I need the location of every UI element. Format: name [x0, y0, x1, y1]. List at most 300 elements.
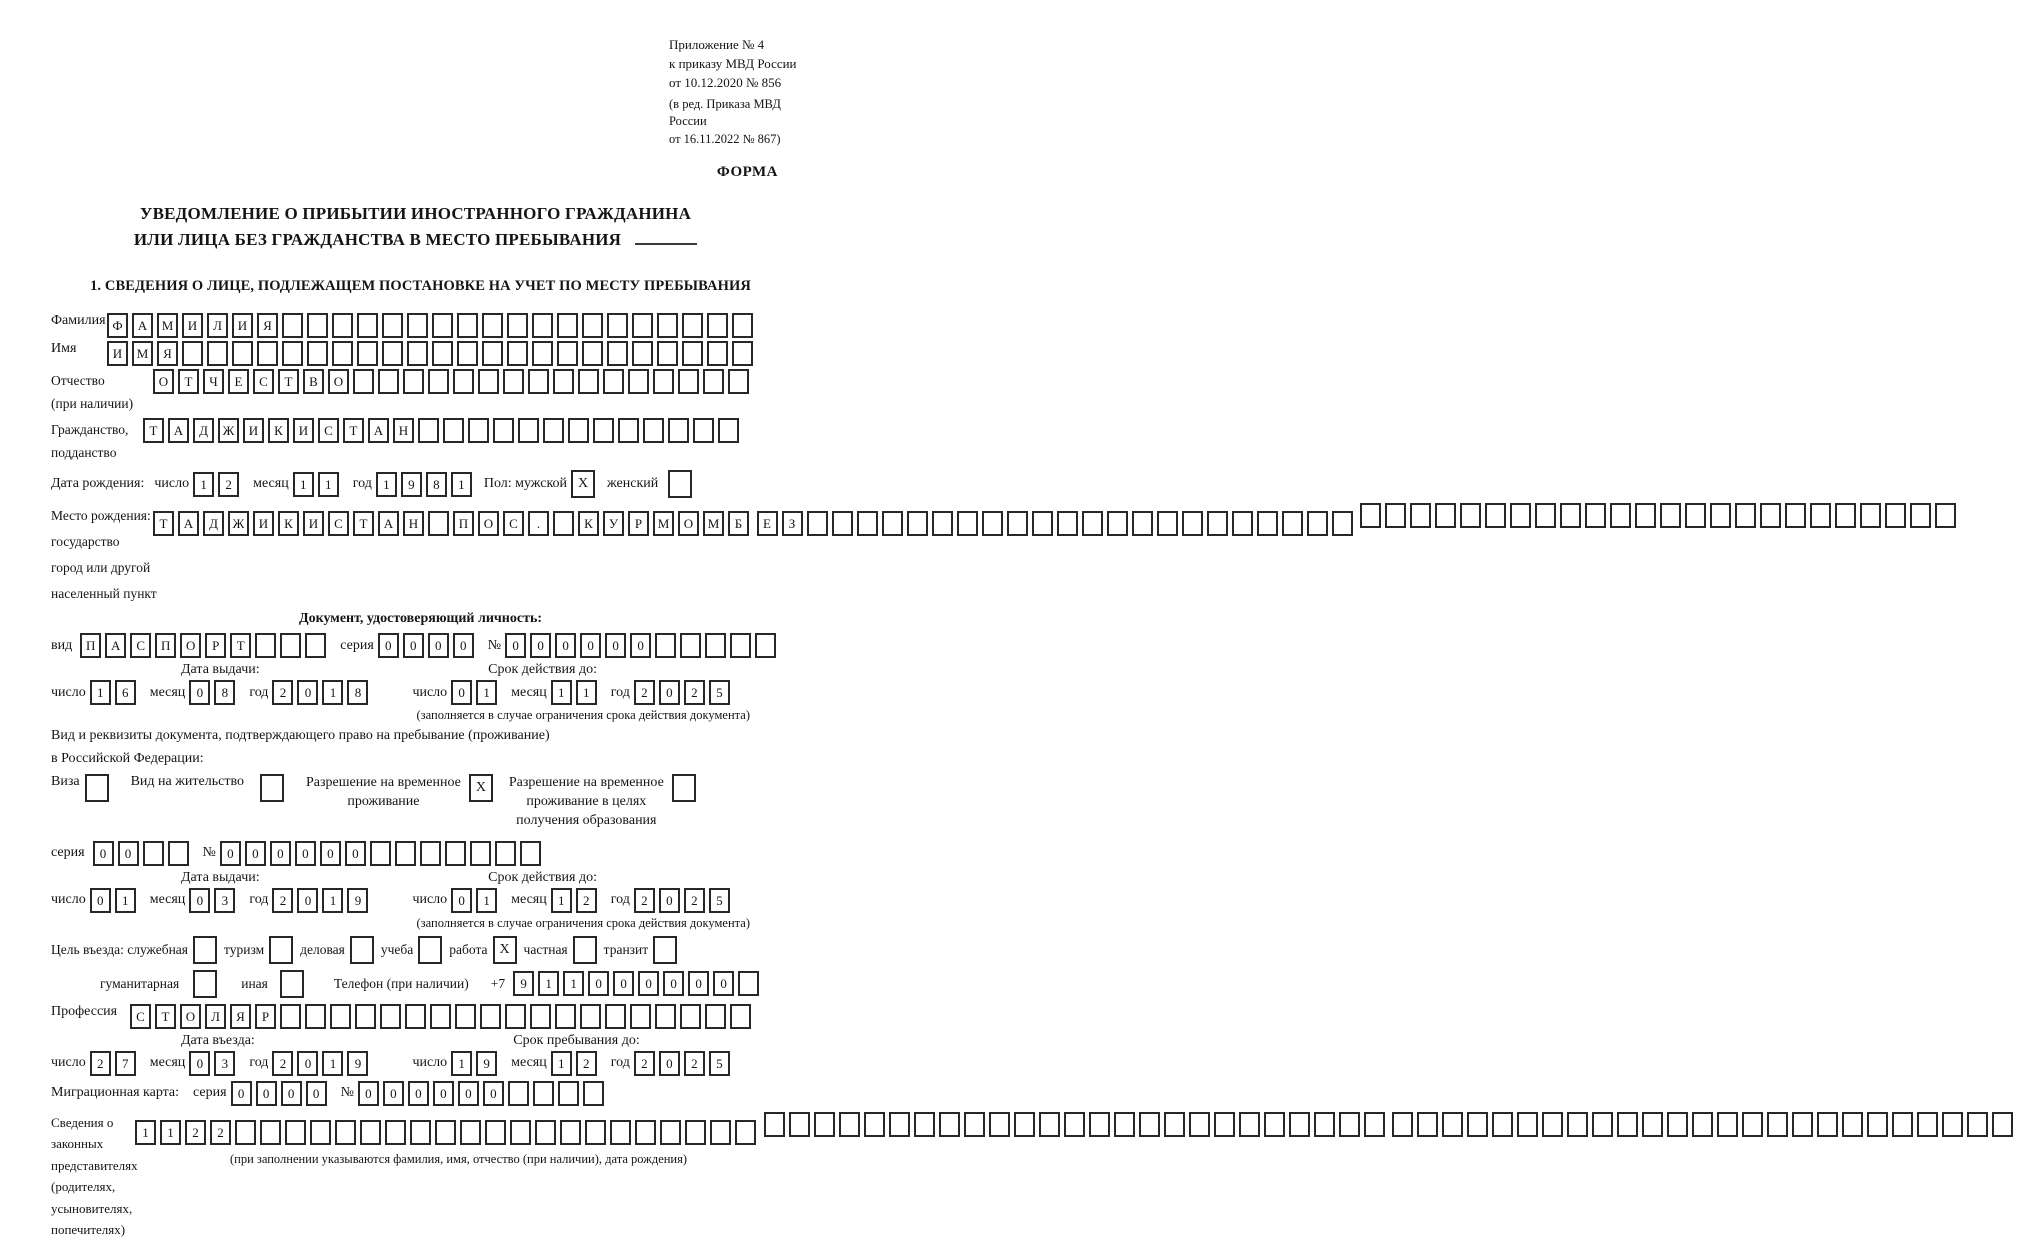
char-cell[interactable]: [1082, 511, 1103, 536]
char-cell[interactable]: 5: [709, 1051, 730, 1076]
purpose-transit-checkbox[interactable]: [653, 936, 677, 964]
char-cell[interactable]: [1735, 503, 1756, 528]
char-cell[interactable]: [964, 1112, 985, 1137]
char-cell[interactable]: [882, 511, 903, 536]
char-cell[interactable]: Р: [255, 1004, 276, 1029]
char-cell[interactable]: 0: [90, 888, 111, 913]
char-cell[interactable]: 0: [580, 633, 601, 658]
char-cell[interactable]: [682, 313, 703, 338]
char-cell[interactable]: [680, 633, 701, 658]
char-cell[interactable]: [207, 341, 228, 366]
char-cell[interactable]: [1239, 1112, 1260, 1137]
char-cell[interactable]: [1107, 511, 1128, 536]
char-cell[interactable]: [1339, 1112, 1360, 1137]
char-cell[interactable]: А: [368, 418, 389, 443]
char-cell[interactable]: [1810, 503, 1831, 528]
char-cell[interactable]: [405, 1004, 426, 1029]
char-cell[interactable]: [1692, 1112, 1713, 1137]
char-cell[interactable]: [468, 418, 489, 443]
char-cell[interactable]: [705, 1004, 726, 1029]
char-cell[interactable]: 1: [376, 472, 397, 497]
char-cell[interactable]: 2: [185, 1120, 206, 1145]
char-cell[interactable]: [485, 1120, 506, 1145]
char-cell[interactable]: 0: [638, 971, 659, 996]
char-cell[interactable]: [1860, 503, 1881, 528]
char-cell[interactable]: [932, 511, 953, 536]
char-cell[interactable]: [445, 841, 466, 866]
char-cell[interactable]: А: [168, 418, 189, 443]
char-cell[interactable]: Я: [230, 1004, 251, 1029]
char-cell[interactable]: [553, 369, 574, 394]
char-cell[interactable]: 0: [663, 971, 684, 996]
char-cell[interactable]: 0: [433, 1081, 454, 1106]
char-cell[interactable]: [703, 369, 724, 394]
char-cell[interactable]: [505, 1004, 526, 1029]
char-cell[interactable]: [382, 341, 403, 366]
char-cell[interactable]: [428, 369, 449, 394]
char-cell[interactable]: О: [153, 369, 174, 394]
edu-permit-checkbox[interactable]: [672, 774, 696, 802]
char-cell[interactable]: [1785, 503, 1806, 528]
char-cell[interactable]: [1742, 1112, 1763, 1137]
char-cell[interactable]: [628, 369, 649, 394]
char-cell[interactable]: С: [130, 633, 151, 658]
char-cell[interactable]: [678, 369, 699, 394]
char-cell[interactable]: 1: [476, 888, 497, 913]
char-cell[interactable]: 9: [513, 971, 534, 996]
char-cell[interactable]: [582, 313, 603, 338]
char-cell[interactable]: [1560, 503, 1581, 528]
char-cell[interactable]: 0: [245, 841, 266, 866]
char-cell[interactable]: [632, 313, 653, 338]
char-cell[interactable]: 0: [297, 888, 318, 913]
char-cell[interactable]: [432, 313, 453, 338]
char-cell[interactable]: [1885, 503, 1906, 528]
char-cell[interactable]: 2: [684, 680, 705, 705]
char-cell[interactable]: Л: [207, 313, 228, 338]
char-cell[interactable]: [982, 511, 1003, 536]
char-cell[interactable]: К: [268, 418, 289, 443]
char-cell[interactable]: 0: [118, 841, 139, 866]
char-cell[interactable]: 1: [193, 472, 214, 497]
char-cell[interactable]: 0: [295, 841, 316, 866]
char-cell[interactable]: [1307, 511, 1328, 536]
char-cell[interactable]: Ж: [218, 418, 239, 443]
char-cell[interactable]: 0: [451, 888, 472, 913]
char-cell[interactable]: 1: [322, 1051, 343, 1076]
char-cell[interactable]: [582, 341, 603, 366]
residence-permit-checkbox[interactable]: [260, 774, 284, 802]
char-cell[interactable]: 0: [588, 971, 609, 996]
char-cell[interactable]: [457, 341, 478, 366]
char-cell[interactable]: [257, 341, 278, 366]
char-cell[interactable]: [480, 1004, 501, 1029]
char-cell[interactable]: [693, 418, 714, 443]
char-cell[interactable]: [1492, 1112, 1513, 1137]
char-cell[interactable]: [1467, 1112, 1488, 1137]
char-cell[interactable]: 5: [709, 680, 730, 705]
char-cell[interactable]: 0: [297, 1051, 318, 1076]
char-cell[interactable]: [607, 341, 628, 366]
char-cell[interactable]: [957, 511, 978, 536]
char-cell[interactable]: 5: [709, 888, 730, 913]
char-cell[interactable]: 0: [403, 633, 424, 658]
char-cell[interactable]: [382, 313, 403, 338]
char-cell[interactable]: Т: [178, 369, 199, 394]
char-cell[interactable]: [1910, 503, 1931, 528]
char-cell[interactable]: 0: [659, 1051, 680, 1076]
char-cell[interactable]: [1392, 1112, 1413, 1137]
char-cell[interactable]: [1610, 503, 1631, 528]
char-cell[interactable]: [864, 1112, 885, 1137]
char-cell[interactable]: [1585, 503, 1606, 528]
char-cell[interactable]: И: [182, 313, 203, 338]
char-cell[interactable]: 2: [684, 888, 705, 913]
char-cell[interactable]: И: [243, 418, 264, 443]
purpose-official-checkbox[interactable]: [193, 936, 217, 964]
purpose-study-checkbox[interactable]: [418, 936, 442, 964]
char-cell[interactable]: [235, 1120, 256, 1145]
char-cell[interactable]: 0: [189, 888, 210, 913]
char-cell[interactable]: [1635, 503, 1656, 528]
char-cell[interactable]: [470, 841, 491, 866]
char-cell[interactable]: 0: [281, 1081, 302, 1106]
char-cell[interactable]: 2: [210, 1120, 231, 1145]
char-cell[interactable]: Я: [257, 313, 278, 338]
char-cell[interactable]: П: [453, 511, 474, 536]
char-cell[interactable]: [558, 1081, 579, 1106]
char-cell[interactable]: 1: [551, 680, 572, 705]
char-cell[interactable]: [1685, 503, 1706, 528]
char-cell[interactable]: [555, 1004, 576, 1029]
char-cell[interactable]: [280, 1004, 301, 1029]
char-cell[interactable]: Д: [193, 418, 214, 443]
char-cell[interactable]: 0: [630, 633, 651, 658]
char-cell[interactable]: [557, 341, 578, 366]
char-cell[interactable]: [1314, 1112, 1335, 1137]
char-cell[interactable]: [839, 1112, 860, 1137]
char-cell[interactable]: З: [782, 511, 803, 536]
char-cell[interactable]: [1214, 1112, 1235, 1137]
char-cell[interactable]: [1132, 511, 1153, 536]
char-cell[interactable]: [530, 1004, 551, 1029]
char-cell[interactable]: 1: [293, 472, 314, 497]
char-cell[interactable]: [764, 1112, 785, 1137]
char-cell[interactable]: Т: [353, 511, 374, 536]
char-cell[interactable]: [682, 341, 703, 366]
char-cell[interactable]: [738, 971, 759, 996]
char-cell[interactable]: [280, 633, 301, 658]
char-cell[interactable]: 0: [713, 971, 734, 996]
char-cell[interactable]: [370, 841, 391, 866]
char-cell[interactable]: [707, 341, 728, 366]
char-cell[interactable]: [1089, 1112, 1110, 1137]
char-cell[interactable]: [1942, 1112, 1963, 1137]
char-cell[interactable]: [710, 1120, 731, 1145]
char-cell[interactable]: П: [80, 633, 101, 658]
char-cell[interactable]: [353, 369, 374, 394]
char-cell[interactable]: Е: [228, 369, 249, 394]
char-cell[interactable]: [1817, 1112, 1838, 1137]
char-cell[interactable]: [1760, 503, 1781, 528]
purpose-humanitarian-checkbox[interactable]: [193, 970, 217, 998]
char-cell[interactable]: 0: [605, 633, 626, 658]
char-cell[interactable]: [914, 1112, 935, 1137]
char-cell[interactable]: 2: [684, 1051, 705, 1076]
char-cell[interactable]: [455, 1004, 476, 1029]
char-cell[interactable]: 0: [220, 841, 241, 866]
char-cell[interactable]: [1485, 503, 1506, 528]
char-cell[interactable]: [610, 1120, 631, 1145]
char-cell[interactable]: П: [155, 633, 176, 658]
char-cell[interactable]: [1642, 1112, 1663, 1137]
char-cell[interactable]: О: [180, 633, 201, 658]
char-cell[interactable]: [1064, 1112, 1085, 1137]
char-cell[interactable]: [1660, 503, 1681, 528]
purpose-work-checkbox[interactable]: X: [493, 936, 517, 964]
char-cell[interactable]: В: [303, 369, 324, 394]
char-cell[interactable]: [1332, 511, 1353, 536]
char-cell[interactable]: [407, 341, 428, 366]
char-cell[interactable]: [435, 1120, 456, 1145]
char-cell[interactable]: [1164, 1112, 1185, 1137]
char-cell[interactable]: [305, 1004, 326, 1029]
char-cell[interactable]: [182, 341, 203, 366]
char-cell[interactable]: [1460, 503, 1481, 528]
char-cell[interactable]: [889, 1112, 910, 1137]
char-cell[interactable]: [685, 1120, 706, 1145]
char-cell[interactable]: Т: [143, 418, 164, 443]
char-cell[interactable]: [1867, 1112, 1888, 1137]
char-cell[interactable]: [1435, 503, 1456, 528]
char-cell[interactable]: 0: [659, 888, 680, 913]
char-cell[interactable]: [653, 369, 674, 394]
char-cell[interactable]: 9: [476, 1051, 497, 1076]
char-cell[interactable]: [460, 1120, 481, 1145]
char-cell[interactable]: [630, 1004, 651, 1029]
char-cell[interactable]: [580, 1004, 601, 1029]
char-cell[interactable]: А: [132, 313, 153, 338]
char-cell[interactable]: [380, 1004, 401, 1029]
char-cell[interactable]: [232, 341, 253, 366]
char-cell[interactable]: [807, 511, 828, 536]
char-cell[interactable]: [1417, 1112, 1438, 1137]
char-cell[interactable]: 1: [90, 680, 111, 705]
char-cell[interactable]: [282, 313, 303, 338]
char-cell[interactable]: [568, 418, 589, 443]
char-cell[interactable]: 0: [297, 680, 318, 705]
char-cell[interactable]: [707, 313, 728, 338]
char-cell[interactable]: 0: [428, 633, 449, 658]
char-cell[interactable]: И: [107, 341, 128, 366]
char-cell[interactable]: 2: [634, 680, 655, 705]
char-cell[interactable]: [1114, 1112, 1135, 1137]
char-cell[interactable]: [285, 1120, 306, 1145]
char-cell[interactable]: [307, 341, 328, 366]
char-cell[interactable]: [420, 841, 441, 866]
char-cell[interactable]: 0: [270, 841, 291, 866]
char-cell[interactable]: [1364, 1112, 1385, 1137]
char-cell[interactable]: 0: [530, 633, 551, 658]
char-cell[interactable]: [260, 1120, 281, 1145]
char-cell[interactable]: [503, 369, 524, 394]
char-cell[interactable]: [143, 841, 164, 866]
char-cell[interactable]: 1: [538, 971, 559, 996]
char-cell[interactable]: [1517, 1112, 1538, 1137]
char-cell[interactable]: [520, 841, 541, 866]
char-cell[interactable]: [168, 841, 189, 866]
char-cell[interactable]: [1567, 1112, 1588, 1137]
char-cell[interactable]: А: [105, 633, 126, 658]
char-cell[interactable]: О: [180, 1004, 201, 1029]
char-cell[interactable]: [814, 1112, 835, 1137]
char-cell[interactable]: 3: [214, 1051, 235, 1076]
char-cell[interactable]: [330, 1004, 351, 1029]
char-cell[interactable]: 1: [322, 888, 343, 913]
char-cell[interactable]: [732, 341, 753, 366]
char-cell[interactable]: [1182, 511, 1203, 536]
char-cell[interactable]: И: [253, 511, 274, 536]
char-cell[interactable]: 1: [322, 680, 343, 705]
purpose-private-checkbox[interactable]: [573, 936, 597, 964]
char-cell[interactable]: 1: [451, 472, 472, 497]
char-cell[interactable]: [518, 418, 539, 443]
char-cell[interactable]: 0: [378, 633, 399, 658]
char-cell[interactable]: К: [578, 511, 599, 536]
char-cell[interactable]: 2: [634, 1051, 655, 1076]
char-cell[interactable]: 1: [160, 1120, 181, 1145]
char-cell[interactable]: [418, 418, 439, 443]
char-cell[interactable]: [1917, 1112, 1938, 1137]
char-cell[interactable]: [528, 369, 549, 394]
char-cell[interactable]: 0: [256, 1081, 277, 1106]
char-cell[interactable]: [533, 1081, 554, 1106]
char-cell[interactable]: [605, 1004, 626, 1029]
char-cell[interactable]: [307, 313, 328, 338]
char-cell[interactable]: [360, 1120, 381, 1145]
char-cell[interactable]: 1: [318, 472, 339, 497]
char-cell[interactable]: М: [703, 511, 724, 536]
char-cell[interactable]: 0: [345, 841, 366, 866]
char-cell[interactable]: [482, 341, 503, 366]
char-cell[interactable]: [832, 511, 853, 536]
char-cell[interactable]: [655, 633, 676, 658]
char-cell[interactable]: 1: [451, 1051, 472, 1076]
char-cell[interactable]: [668, 418, 689, 443]
char-cell[interactable]: [583, 1081, 604, 1106]
char-cell[interactable]: [310, 1120, 331, 1145]
char-cell[interactable]: [578, 369, 599, 394]
char-cell[interactable]: [495, 841, 516, 866]
char-cell[interactable]: 9: [401, 472, 422, 497]
char-cell[interactable]: 2: [90, 1051, 111, 1076]
char-cell[interactable]: [557, 313, 578, 338]
char-cell[interactable]: [453, 369, 474, 394]
char-cell[interactable]: [735, 1120, 756, 1145]
char-cell[interactable]: Я: [157, 341, 178, 366]
char-cell[interactable]: [1842, 1112, 1863, 1137]
char-cell[interactable]: [535, 1120, 556, 1145]
char-cell[interactable]: [657, 341, 678, 366]
char-cell[interactable]: [730, 633, 751, 658]
char-cell[interactable]: [532, 341, 553, 366]
char-cell[interactable]: [1835, 503, 1856, 528]
char-cell[interactable]: [755, 633, 776, 658]
visa-checkbox[interactable]: [85, 774, 109, 802]
char-cell[interactable]: [1792, 1112, 1813, 1137]
char-cell[interactable]: К: [278, 511, 299, 536]
char-cell[interactable]: [428, 511, 449, 536]
char-cell[interactable]: [335, 1120, 356, 1145]
char-cell[interactable]: 7: [115, 1051, 136, 1076]
char-cell[interactable]: Р: [628, 511, 649, 536]
char-cell[interactable]: [1264, 1112, 1285, 1137]
purpose-other-checkbox[interactable]: [280, 970, 304, 998]
char-cell[interactable]: Р: [205, 633, 226, 658]
char-cell[interactable]: 2: [576, 1051, 597, 1076]
char-cell[interactable]: [482, 313, 503, 338]
char-cell[interactable]: И: [293, 418, 314, 443]
char-cell[interactable]: 1: [551, 1051, 572, 1076]
char-cell[interactable]: [635, 1120, 656, 1145]
char-cell[interactable]: [532, 313, 553, 338]
char-cell[interactable]: 0: [483, 1081, 504, 1106]
char-cell[interactable]: Т: [230, 633, 251, 658]
char-cell[interactable]: [1207, 511, 1228, 536]
char-cell[interactable]: И: [232, 313, 253, 338]
char-cell[interactable]: [430, 1004, 451, 1029]
char-cell[interactable]: [618, 418, 639, 443]
purpose-business-checkbox[interactable]: [350, 936, 374, 964]
char-cell[interactable]: И: [303, 511, 324, 536]
char-cell[interactable]: [730, 1004, 751, 1029]
char-cell[interactable]: 1: [551, 888, 572, 913]
char-cell[interactable]: [789, 1112, 810, 1137]
char-cell[interactable]: 0: [383, 1081, 404, 1106]
char-cell[interactable]: М: [653, 511, 674, 536]
char-cell[interactable]: [1360, 503, 1381, 528]
char-cell[interactable]: [543, 418, 564, 443]
char-cell[interactable]: 1: [135, 1120, 156, 1145]
char-cell[interactable]: [385, 1120, 406, 1145]
char-cell[interactable]: С: [253, 369, 274, 394]
char-cell[interactable]: 1: [115, 888, 136, 913]
char-cell[interactable]: [1542, 1112, 1563, 1137]
char-cell[interactable]: [1592, 1112, 1613, 1137]
char-cell[interactable]: [1717, 1112, 1738, 1137]
char-cell[interactable]: Д: [203, 511, 224, 536]
char-cell[interactable]: 0: [688, 971, 709, 996]
char-cell[interactable]: 0: [93, 841, 114, 866]
char-cell[interactable]: [1032, 511, 1053, 536]
sex-female-checkbox[interactable]: [668, 470, 692, 498]
char-cell[interactable]: 2: [272, 888, 293, 913]
char-cell[interactable]: [255, 633, 276, 658]
char-cell[interactable]: [1189, 1112, 1210, 1137]
char-cell[interactable]: Б: [728, 511, 749, 536]
char-cell[interactable]: [332, 313, 353, 338]
char-cell[interactable]: 0: [555, 633, 576, 658]
char-cell[interactable]: Н: [403, 511, 424, 536]
char-cell[interactable]: [305, 633, 326, 658]
sex-male-checkbox[interactable]: X: [571, 470, 595, 498]
char-cell[interactable]: [1992, 1112, 2013, 1137]
char-cell[interactable]: [655, 1004, 676, 1029]
char-cell[interactable]: 2: [272, 680, 293, 705]
char-cell[interactable]: Т: [153, 511, 174, 536]
char-cell[interactable]: 2: [576, 888, 597, 913]
char-cell[interactable]: [1282, 511, 1303, 536]
